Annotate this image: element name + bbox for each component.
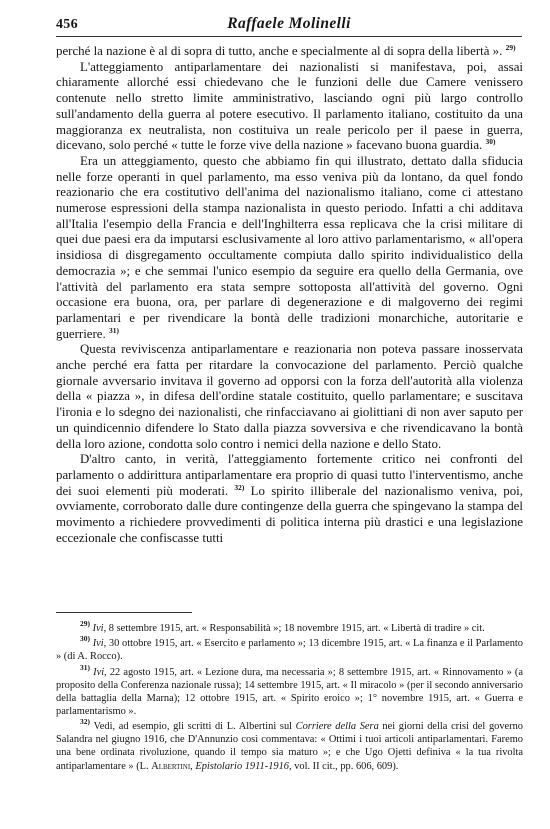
footnote [56, 634, 523, 663]
footnote-ref: 32) [234, 482, 245, 492]
text-run: , vol. II cit., pp. 606, 609). [289, 760, 399, 772]
footnote-number: 31) [80, 662, 90, 672]
paragraph [56, 44, 523, 60]
text-run: Lo spirito illiberale del nazionalismo veniva, poi, ovviamente, corroborato dalle dure contingenze della guerra che spingevano la stampa del movimento a richiedere provvedimenti di politica interna più drastici e una legislazione eccezionale che confiscasse tutti [56, 483, 523, 545]
text-run: , [190, 760, 196, 772]
text-run: Vedi, ad esempio, gli scritti di L. Albertini sul [90, 721, 296, 733]
paragraph [56, 154, 523, 342]
author-name: Albertini [151, 760, 191, 772]
paragraph [56, 342, 523, 452]
footnote-rule [56, 612, 192, 613]
footnote-ref: 31) [108, 325, 119, 335]
footnote-ref: 30) [485, 137, 496, 147]
footnote [56, 717, 523, 772]
footnote-number: 30) [80, 634, 90, 644]
paragraph [56, 60, 523, 154]
footnote-ref: 29) [505, 43, 516, 52]
page-number: 456 [56, 17, 78, 32]
running-head-author: Raffaele Molinelli [227, 15, 351, 32]
footnotes [56, 619, 523, 775]
text-run: Questa reviviscenza antiparlamentare e reazionaria non poteva passare inosservata anche perché era fatta per ritardare la convocazione del parlamento. Perciò qualche giornale avversario invitava il governo ad opporsi con la forza dell'autorità alla violenza della « piazza », in difesa dell'ordine statale costituito, quello parlamentare; e suscitava l'ironia e lo sdegno dei nazionalisti, che rinfacciavano ai giolittiani di non aver saputo per un quindicennio difendere lo Stato dalla piazza sovversiva e che rivendicavano la bontà della loro azione, condotta solo contro i nemici della nazione e dello Stato. [56, 342, 523, 451]
footnote-number: 32) [80, 717, 90, 727]
italic-text: Ivi [93, 666, 105, 678]
page-header [56, 12, 522, 36]
footnote [56, 619, 523, 635]
text-run: , 8 settembre 1915, art. « Responsabilità »; 18 novembre 1915, art. « Libertà di tradire » cit. [103, 623, 485, 634]
text-run: perché la nazione è al di sopra di tutto, anche e specialmente al di sopra della libertà ». [56, 44, 506, 58]
italic-text: Epistolario 1911-1916 [195, 760, 289, 772]
text-run: nei giorni della crisi del governo Salandra nel giugno 1916, che D'Annunzio così commentava: « Ottimi i tuoi articoli antiparlamentari. Faremo una bene ordinata rivoluzione, quando il tempo sia maturo »; e che Ugo Ojetti definiva « la tua rivolta antiparlamentare » (L. [56, 721, 523, 772]
body-text [56, 44, 523, 547]
italic-text: Ivi [92, 623, 104, 634]
italic-text: Corriere della Sera [295, 721, 379, 733]
text-run: , 22 agosto 1915, art. « Lezione dura, ma necessaria »; 8 settembre 1915, art. « Rinnovamento » (a proposito della Conferenza nazionale russa); 14 settembre 1915, art. « Il miracolo » (per il secondo anniversario della battaglia della Marna); 12 ottobre 1915, art. « Spirito eroico »; 1° novembre 1915, art. « Guerra e parlamentarismo ». [56, 666, 523, 717]
text-run: D'altro canto, in verità, l'atteggiamento fortemente critico nei confronti del parlamento o addirittura antiparlamentare era proprio di quasi tutto l'interventismo, anche dei suoi elementi più moderati. [56, 452, 523, 498]
text-run: L'atteggiamento antiparlamentare dei nazionalisti si manifestava, poi, assai chiaramente allorché essi chiedevano che le funzioni delle due Camere venissero contenute nello stretto limite amministrativo, lasciando ogni più largo controllo sull'andamento della guerra al potere esecutivo. Il parlamento italiano, costituito da una maggioranza ex neutralista, non costituiva un reale pericolo per il paese in guerra, dicevano, solo perché « tutte le forze vive della nazione » facevano buona guardia. [56, 59, 523, 153]
header-rule [56, 36, 522, 37]
paragraph [56, 452, 523, 546]
footnote [56, 662, 523, 718]
text-run: , 30 ottobre 1915, art. « Esercito e parlamento »; 13 dicembre 1915, art. « La finanza e il Parlamento » (di A. Rocco). [56, 638, 523, 663]
text-run: Era un atteggiamento, questo che abbiamo fin qui illustrato, dettato dalla sfiducia nelle forze operanti in quel parlamento, ma esso veniva più da lontano, da quel fondo reazionario che era costitutivo dell'anima del nazionalismo italiano, come ci attestano numerose espressioni della stampa nazionalista in questo periodo. Infatti a chi additava all'Italia l'esempio della Francia e dell'Inghilterra essa replicava che la crisi militare di quei due paesi era da imputarsi esclusivamente al loro attivo parlamentarismo, « all'opera insidiosa di disgregamento occultamente compiuta dallo spirito individualistico della democrazia »; e che semmai l'unico esempio da seguire era quello della Germania, ove l'attività del parlamento era stata sempre sottoposta all'attività del governo. Ogni occasione era buona, ora, per parlare di degenerazione e di malgoverno dei regimi parlamentari e per rivendicare la bontà delle tradizioni monarchiche, autoritarie e guerriere. [56, 153, 523, 341]
italic-text: Ivi [92, 638, 104, 650]
footnote-number: 29) [80, 619, 90, 628]
